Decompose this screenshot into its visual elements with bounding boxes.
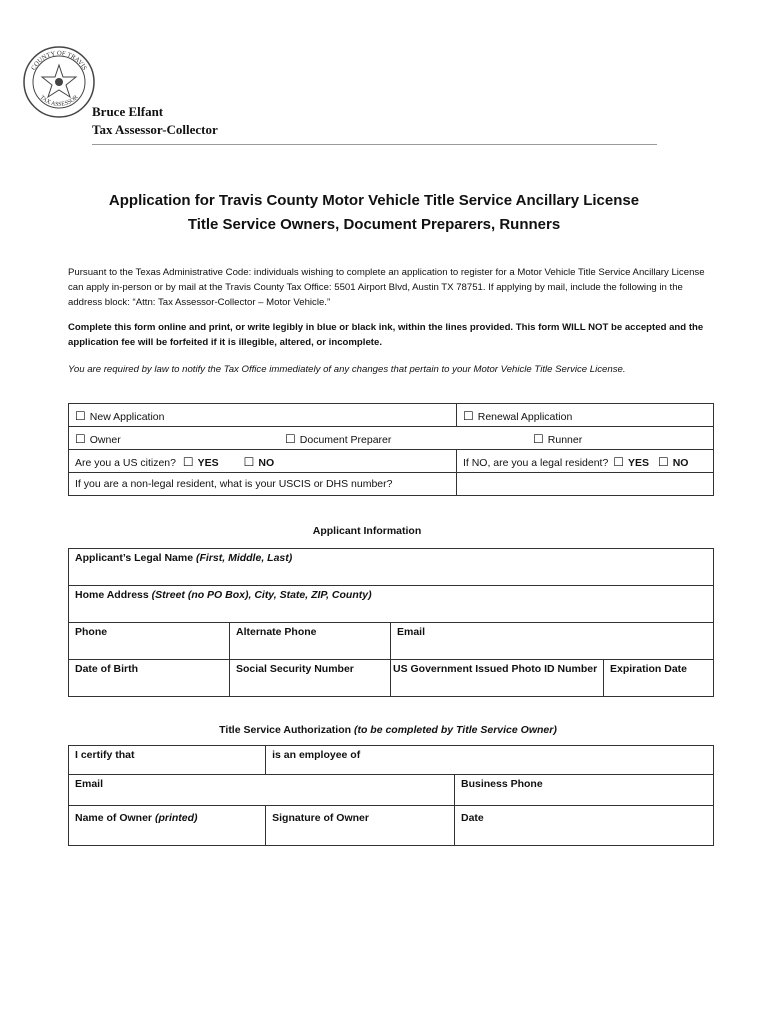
checkbox-icon[interactable]: ☐ — [75, 409, 86, 423]
citizen-yes-checkbox[interactable]: ☐ — [182, 455, 194, 469]
email-field[interactable]: Email — [391, 623, 714, 660]
business-phone-field[interactable]: Business Phone — [455, 775, 714, 806]
checkbox-icon[interactable]: ☐ — [285, 432, 296, 446]
employer-field[interactable]: is an employee of — [266, 746, 714, 775]
date-of-birth-field[interactable]: Date of Birth — [69, 660, 230, 697]
county-seal-logo — [22, 45, 96, 119]
official-role: Tax Assessor-Collector — [92, 122, 218, 137]
role-options-row — [69, 427, 714, 450]
photo-id-field[interactable]: US Government Issued Photo ID Number — [391, 660, 604, 697]
form-subtitle: Title Service Owners, Document Preparers, Runners — [187, 216, 561, 233]
phone-field[interactable]: Phone — [69, 623, 230, 660]
application-type-table — [68, 403, 714, 496]
us-citizen-question: Are you a US citizen? ☐ YES ☐ NO — [69, 450, 457, 473]
applicant-info-table — [68, 548, 714, 697]
header-divider — [92, 144, 657, 145]
intro-paragraph: Pursuant to the Texas Administrative Code: individuals wishing to complete an application to register for a Motor Vehicle Title Service Ancillary License can apply in-person or by mail at the Travis County Tax Office: 5501 Airport Blvd, Austin TX 78751. If applying by mail, include the following in the address block: “Attn: Tax Assessor-Collector – Motor Vehicle.” — [68, 267, 705, 308]
non-legal-resident-question[interactable]: If you are a non-legal resident, what is your USCIS or DHS number? — [69, 473, 457, 496]
notice-paragraph: You are required by law to notify the Tax Office immediately of any changes that pertain to your Motor Vehicle Title Service License. — [68, 364, 626, 375]
form-title: Application for Travis County Motor Vehicle Title Service Ancillary License — [108, 192, 640, 209]
official-name: Bruce Elfant — [92, 104, 164, 119]
citizen-no-checkbox[interactable]: ☐ — [243, 455, 255, 469]
owner-signature-field[interactable]: Signature of Owner — [266, 806, 455, 846]
resident-no-checkbox[interactable]: ☐ — [657, 455, 669, 469]
resident-yes-checkbox[interactable]: ☐ — [613, 455, 624, 469]
certify-field[interactable]: I certify that — [69, 746, 266, 775]
new-application-option[interactable]: ☐ New Application — [69, 404, 457, 427]
office-block — [92, 103, 218, 139]
expiration-date-field[interactable]: Expiration Date — [604, 660, 714, 697]
checkbox-icon[interactable]: ☐ — [75, 432, 86, 446]
legal-resident-question: If NO, are you a legal resident? ☐ YES ☐ NO — [456, 450, 713, 473]
owner-email-field[interactable]: Email — [69, 775, 455, 806]
authorization-heading: Title Service Authorization (to be completed by Title Service Owner) — [219, 724, 557, 736]
alternate-phone-field[interactable]: Alternate Phone — [230, 623, 391, 660]
seal-text-bottom: TAX ASSESSOR — [38, 94, 80, 108]
uscis-number-field[interactable] — [456, 473, 713, 496]
owner-date-field[interactable]: Date — [455, 806, 714, 846]
runner-option[interactable]: ☐ Runner — [533, 432, 583, 446]
applicant-info-heading: Applicant Information — [312, 525, 422, 537]
authorization-table — [68, 745, 714, 846]
legal-name-field[interactable]: Applicant’s Legal Name (First, Middle, Last) — [69, 549, 714, 586]
svg-text:TAX ASSESSOR — [38, 95, 79, 108]
home-address-field[interactable]: Home Address (Street (no PO Box), City, State, ZIP, County) — [69, 586, 714, 623]
document-preparer-option[interactable]: ☐ Document Preparer — [285, 432, 392, 446]
renewal-application-option[interactable]: ☐ Renewal Application — [456, 404, 713, 427]
seal-text-top: COUNTY OF TRAVIS — [30, 49, 88, 72]
checkbox-icon[interactable]: ☐ — [462, 409, 474, 423]
checkbox-icon[interactable]: ☐ — [533, 432, 544, 446]
owner-name-field[interactable]: Name of Owner (printed) — [69, 806, 266, 846]
instructions-paragraph: Complete this form online and print, or write legibly in blue or black ink, within the lines provided. This form WILL NOT be accepted and the application fee will be forfeited if it is illegible, altered, or incomplete. — [68, 322, 704, 348]
owner-option[interactable]: ☐ Owner — [75, 432, 121, 446]
ssn-field[interactable]: Social Security Number — [230, 660, 391, 697]
